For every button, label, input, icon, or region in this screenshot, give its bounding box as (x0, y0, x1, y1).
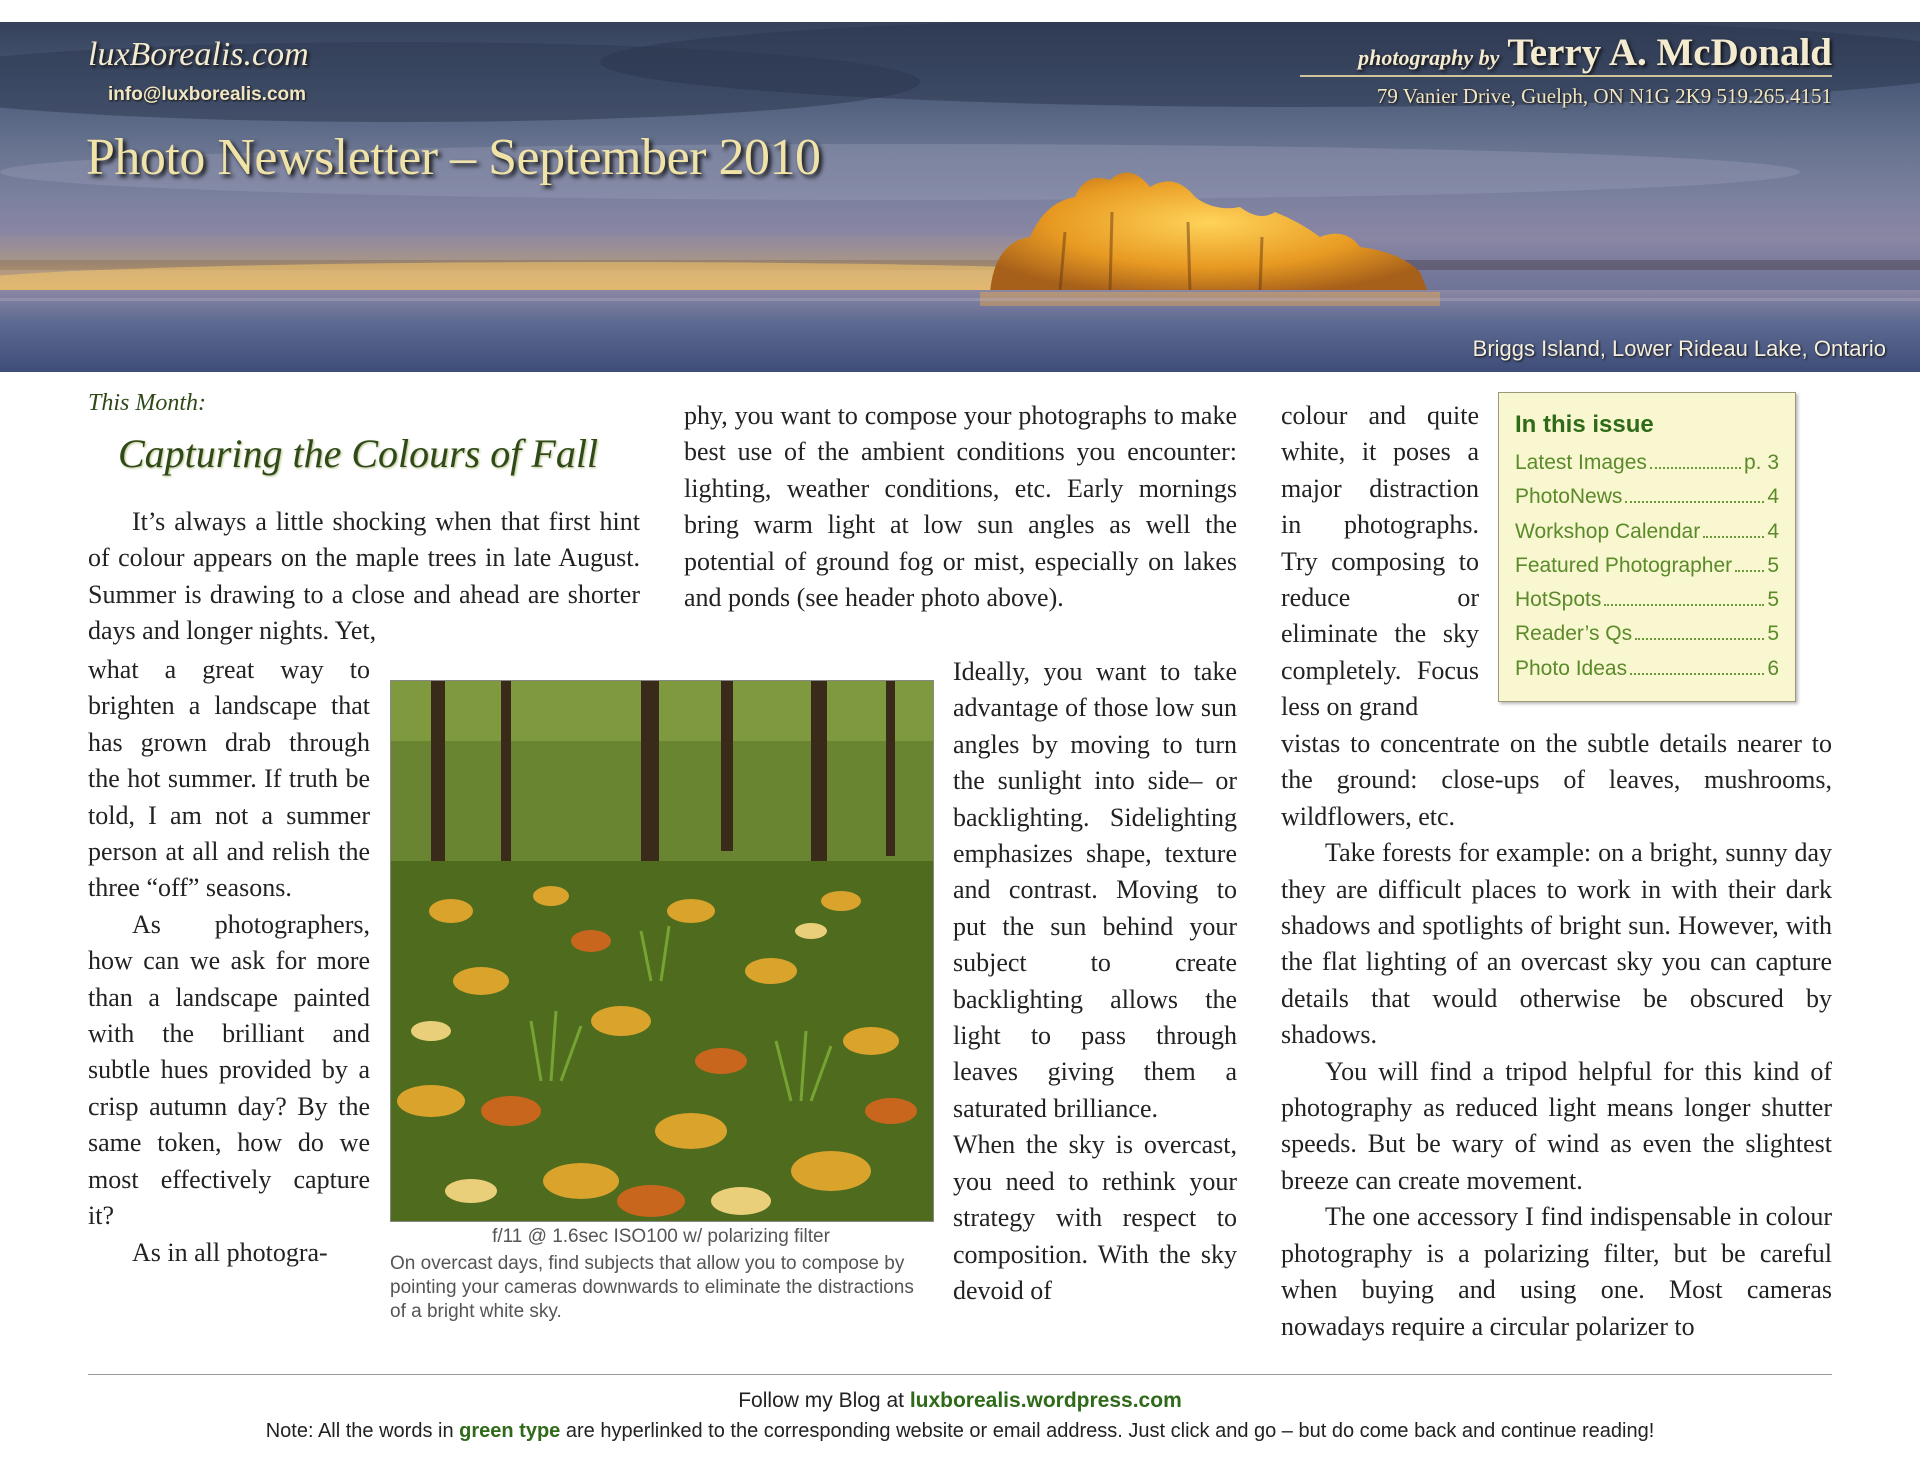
paragraph: You will find a tripod helpful for this kind of photography as reduced light means longer shutter speeds. But be wary of wind as even the slightest breeze can create movement. (1281, 1056, 1832, 1195)
column-3-wide (1281, 726, 1832, 1345)
email-link[interactable]: info@luxborealis.com (108, 84, 307, 105)
photo-description: On overcast days, find subjects that allow you to compose by pointing your cameras downwards to eliminate the distractions of a bright white sky. (390, 1253, 914, 1322)
toc-item-title: Workshop Calendar (1515, 519, 1701, 543)
footer-blog-line (0, 1389, 1920, 1413)
toc-leader (1703, 536, 1764, 538)
toc-leader (1630, 673, 1764, 675)
toc-leader (1735, 570, 1764, 572)
toc-item-photonews[interactable] (1515, 485, 1779, 519)
paragraph: Ideally, you want to take advantage of those low sun angles by moving to turn the sunlight into side– or backlighting. Sidelighting emphasizes shape, texture and contrast. Moving to put the sun behind your subject to create backlighting allows the light to pass through leaves giving them a saturated brilliance. (953, 657, 1237, 1123)
paragraph: When the sky is overcast, you need to rethink your strategy with respect to composition. With the sky devoid of (953, 1130, 1237, 1305)
footer-note (0, 1420, 1920, 1443)
photo-caption (390, 1226, 932, 1324)
byline-prefix: photography by (1358, 45, 1500, 70)
header-banner (0, 22, 1920, 372)
paragraph: As in all photogra- (132, 1237, 328, 1267)
toc-item-title: Latest Images (1515, 451, 1647, 474)
photographer-byline (1358, 30, 1832, 75)
column-2-narrow (953, 654, 1237, 1309)
paragraph: vistas to concentrate on the subtle details nearer to the ground: close-ups of leaves, mushrooms, wildflowers, etc. (1281, 729, 1832, 831)
forest-photo-art (391, 681, 933, 1221)
column-2-top (684, 398, 1237, 616)
toc-item-workshop-calendar[interactable] (1515, 520, 1779, 554)
paragraph: It’s always a little shocking when that first hint of colour appears on the maple trees in late August. Summer is drawing to a close and ahead are shorter days and longer nights. Yet, (88, 507, 640, 646)
toc-leader (1635, 638, 1764, 640)
toc-item-latest-images[interactable] (1515, 451, 1779, 485)
column-1-narrow (88, 652, 370, 1271)
brand-name[interactable]: luxBorealis.com (88, 36, 309, 73)
newsletter-title: Photo Newsletter – September 2010 (86, 129, 821, 186)
this-month-label: This Month: (88, 390, 207, 416)
note-suffix: are hyperlinked to the corresponding website or email address. Just click and go – but do come back and continue reading! (565, 1420, 1655, 1442)
blog-link[interactable]: luxborealis.wordpress.com (909, 1389, 1182, 1412)
photo-exif: f/11 @ 1.6sec ISO100 w/ polarizing filter (492, 1226, 830, 1247)
toc-item-page: 5 (1767, 588, 1779, 612)
in-this-issue-box (1498, 392, 1796, 702)
toc-item-title: Reader’s Qs (1515, 622, 1633, 646)
toc-item-hotspots[interactable] (1515, 588, 1779, 622)
byline-divider (1300, 75, 1832, 77)
toc-item-page: 4 (1767, 519, 1779, 543)
paragraph: The one accessory I find indispensable in colour photography is a polarizing filter, but be careful when buying and using one. Most cameras nowadays require a circular polarizer to (1281, 1202, 1832, 1341)
toc-leader (1650, 467, 1741, 469)
toc-item-page: p. 3 (1743, 451, 1779, 474)
forest-leaves-photo (390, 680, 934, 1222)
paragraph: phy, you want to compose your photographs to make best use of the ambient conditions you encounter: lighting, weather conditions, etc. Early mornings bring warm light at low sun angles as well the potential of ground fog or mist, especially on lakes and ponds (see header photo above). (684, 401, 1237, 613)
paragraph: colour and quite white, it poses a major distraction in photographs. Try composing to reduce or eliminate the sky completely. Focus less on grand (1281, 401, 1479, 722)
photographer-name: Terry A. McDonald (1507, 31, 1832, 74)
header-photo-caption: Briggs Island, Lower Rideau Lake, Ontario (1472, 336, 1886, 361)
issue-toc (1515, 451, 1779, 691)
paragraph: Take forests for example: on a bright, sunny day they are difficult places to work in with their dark shadows and spotlights of bright sun. However, with the flat lighting of an overcast sky you can capture details that would otherwise be obscured by shadows. (1281, 838, 1832, 1050)
article-title: Capturing the Colours of Fall (118, 431, 599, 476)
column-3-narrow (1281, 398, 1479, 726)
paragraph: As photographers, how can we ask for more than a landscape painted with the brilliant and subtle hues provided by a crisp autumn day? By the same token, how do we most effectively capture it? (88, 909, 370, 1231)
toc-item-photo-ideas[interactable] (1515, 657, 1779, 691)
toc-item-readers-qs[interactable] (1515, 622, 1779, 656)
toc-item-featured-photographer[interactable] (1515, 554, 1779, 588)
toc-item-title: Featured Photographer (1515, 553, 1733, 577)
toc-item-page: 4 (1767, 485, 1779, 509)
contact-address: 79 Vanier Drive, Guelph, ON N1G 2K9 519.265.4151 (1376, 84, 1832, 108)
column-1-top (88, 504, 640, 650)
toc-leader (1625, 501, 1764, 503)
toc-item-page: 5 (1767, 553, 1779, 577)
toc-item-page: 6 (1767, 656, 1779, 680)
note-green-type: green type (459, 1420, 561, 1442)
toc-item-title: PhotoNews (1515, 485, 1623, 509)
toc-leader (1604, 604, 1764, 606)
paragraph: what a great way to brighten a landscape that has grown drab through the hot summer. If truth be told, I am not a summer person at all and relish the three “off” seasons. (88, 655, 370, 903)
toc-item-title: Photo Ideas (1515, 656, 1628, 680)
in-this-issue-heading: In this issue (1515, 411, 1654, 438)
blog-prefix: Follow my Blog at (738, 1389, 904, 1412)
toc-item-title: HotSpots (1515, 588, 1602, 612)
toc-item-page: 5 (1767, 622, 1779, 646)
note-prefix: Note: All the words in (265, 1420, 454, 1442)
footer-divider (88, 1374, 1832, 1375)
